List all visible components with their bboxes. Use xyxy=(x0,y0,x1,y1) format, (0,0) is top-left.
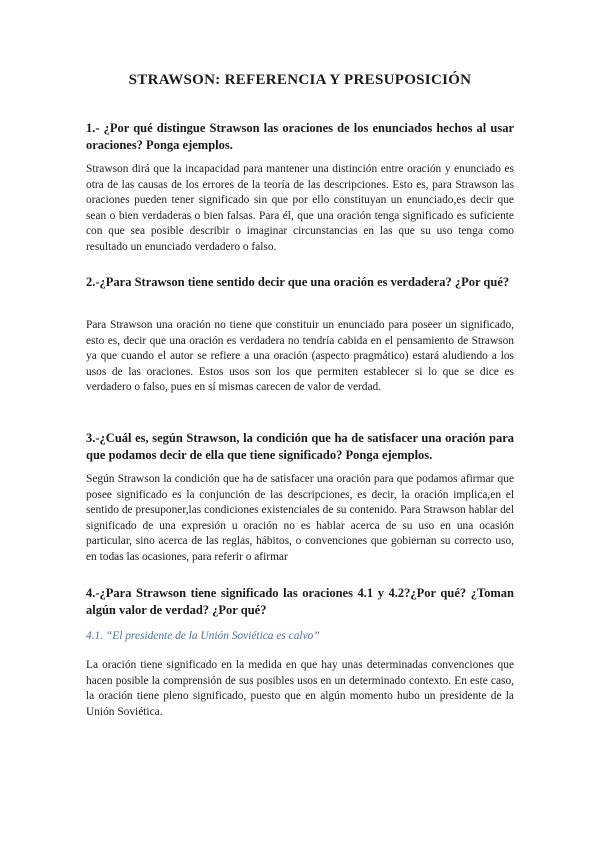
question-2: 2.-¿Para Strawson tiene sentido decir que una oración es verdadera? ¿Por qué? xyxy=(86,275,510,289)
answer-1: Strawson dirá que la incapacidad para mantener una distinción entre oración y enunciado es otra de las causas de los errores de la teoría de las descripciones. Esto es, para Strawson las oraciones pueden tener significado sin que por ello constituyan un enunciado,es decir que sean o bien verdaderas o bien falsas. Para él, que una oración tenga significado es suficiente con que sea posible describir o imaginar circunstancias en las que su uso tenga como resultado un enunciado verdadero o falso. xyxy=(86,163,514,253)
answer-2: Para Strawson una oración no tiene que constituir un enunciado para poseer un significado, esto es, decir que una oración es verdadera no tendría cabida en el pensamiento de Strawson ya que cuando el autor se refiere a una oración (aspecto pragmático) estará aludiendo a los usos de las oraciones. Estos usos son los que permiten establecer si lo que se dice es verdadero o falso, pues en sí mismas carecen de valor de verdad. xyxy=(86,319,514,393)
question-1: 1.- ¿Por qué distingue Strawson las oraciones de los enunciados hechos al usar oraciones? Ponga ejemplos. xyxy=(86,121,514,152)
answer-3: Según Strawson la condición que ha de satisfacer una oración para que podamos afirmar que posee significado es la conjunción de las descripciones, es decir, la oración implica,en el sentido de presuponer,las condiciones existenciales de su contenido. Para Strawson hablar del significado de una expresión u oración no es hablar acerca de su uso en una ocasión particular, sino acerca de las reglas, hábitos, o convenciones que gobiernan su correcto uso, en todas las ocasiones, para referir o afirmar xyxy=(86,473,514,563)
question-4: 4.-¿Para Strawson tiene significado las oraciones 4.1 y 4.2?¿Por qué? ¿Toman algún valor de verdad? ¿Por qué? xyxy=(86,586,514,617)
subheading-4-1: 4.1. “El presidente de la Unión Soviética es calvo” xyxy=(86,630,320,642)
document-title: STRAWSON: REFERENCIA Y PRESUPOSICIÓN xyxy=(128,72,472,88)
answer-4: La oración tiene significado en la medida en que hay unas determinadas convenciones que hacen posible la comprensión de sus posibles usos en un determinado contexto. En este caso, la oración tiene pleno significado, puesto que en algún momento hubo un presidente de la Unión Soviética. xyxy=(86,659,514,718)
question-3: 3.-¿Cuál es, según Strawson, la condición que ha de satisfacer una oración para que podamos decir de ella que tiene significado? Ponga ejemplos. xyxy=(86,431,514,462)
